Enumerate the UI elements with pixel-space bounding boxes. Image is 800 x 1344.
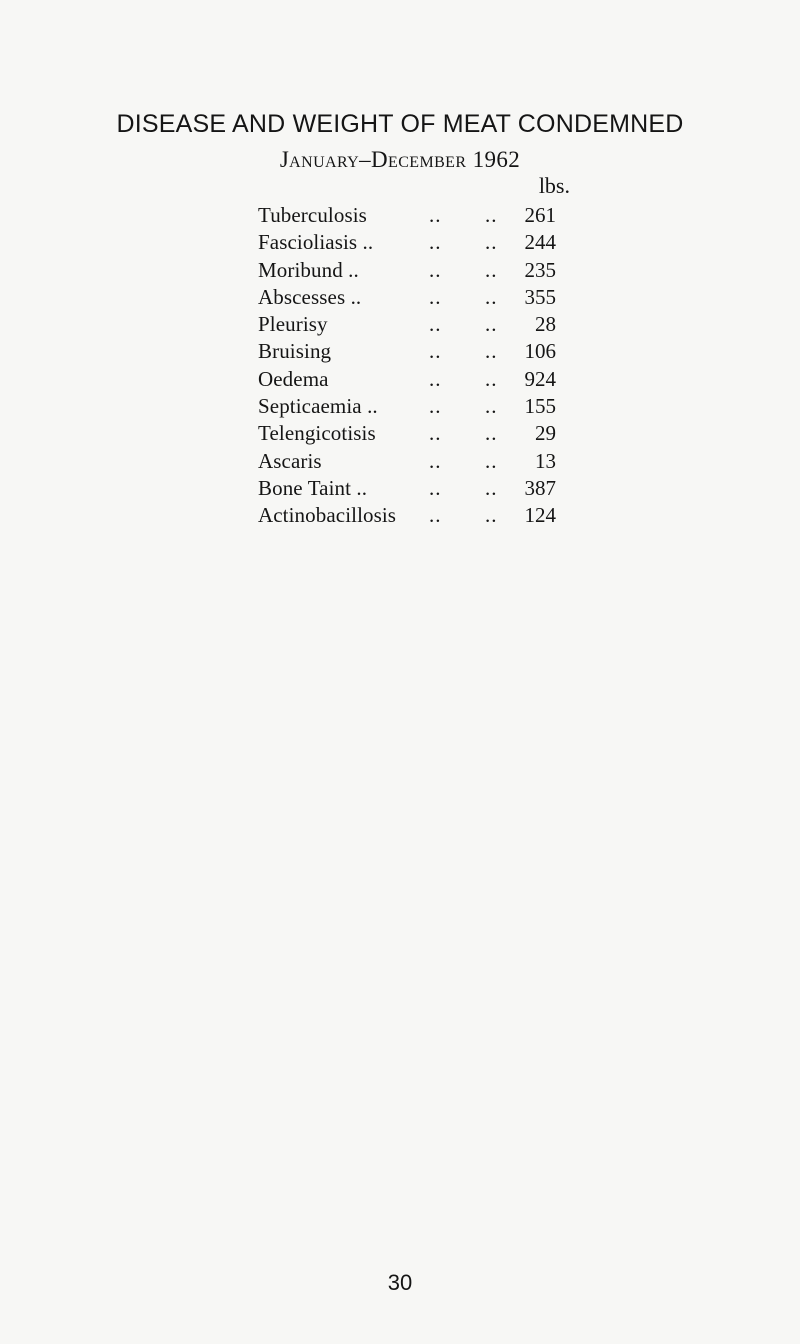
leader-dots: .. [485,257,498,282]
leader-dots: .. [485,312,498,337]
leader-dots: .. [429,230,442,255]
leader-dots: .. [429,475,442,500]
weight-value: 235 [524,257,556,282]
condemned-meat-table [258,202,571,530]
leader-dots: .. [485,339,498,364]
leader-dots: .. [429,394,442,419]
leader-dots: .. [485,366,498,391]
leader-dots: .. [429,503,442,528]
leader-dots: .. [485,421,498,446]
table-row [258,420,571,447]
disease-name: Telengicotisis [258,421,376,446]
weight-value: 124 [524,503,556,528]
weight-unit-header: lbs. [538,173,570,198]
disease-name: Tuberculosis [258,203,367,227]
disease-name: Moribund .. [258,257,359,282]
table-row [258,448,571,475]
leader-dots: .. [429,366,442,391]
table-row [258,284,571,311]
leader-dots: .. [485,448,498,473]
table-row [258,257,571,284]
table-row [258,393,571,420]
disease-name: Septicaemia .. [258,394,378,419]
leader-dots: .. [429,257,442,282]
leader-dots: .. [485,230,498,255]
weight-value: 355 [524,284,556,309]
disease-name: Oedema [258,366,329,391]
disease-name: Actinobacillosis [258,503,397,528]
weight-value: 106 [524,339,556,364]
page-title: DISEASE AND WEIGHT OF MEAT CONDEMNED [116,110,684,138]
leader-dots: .. [429,421,442,446]
weight-value: 261 [524,203,556,227]
table-row [258,338,571,365]
weight-value: 924 [524,366,556,391]
table-row [258,366,571,393]
leader-dots: .. [485,284,498,309]
disease-name: Pleurisy [258,312,328,337]
leader-dots: .. [485,475,498,500]
disease-name: Bone Taint .. [258,475,368,500]
leader-dots: .. [429,339,442,364]
weight-value: 155 [524,394,556,419]
disease-name: Ascaris [258,448,322,473]
leader-dots: .. [429,448,442,473]
leader-dots: .. [485,394,498,419]
disease-name: Fascioliasis .. [258,230,374,255]
table-row [258,475,571,502]
table-row [258,502,571,529]
weight-value: 28 [535,312,556,337]
weight-value: 13 [535,448,556,473]
weight-value: 244 [524,230,556,255]
table-row [258,202,571,229]
page-number: 30 [387,1270,413,1295]
leader-dots: .. [429,203,442,227]
table-row [258,229,571,256]
leader-dots: .. [485,503,498,528]
leader-dots: .. [485,203,498,227]
disease-name: Abscesses .. [258,284,362,309]
weight-value: 387 [524,475,556,500]
leader-dots: .. [429,284,442,309]
weight-value: 29 [535,421,556,446]
leader-dots: .. [429,312,442,337]
table-row [258,311,571,338]
date-range-subtitle: January–December 1962 [279,147,521,172]
disease-name: Bruising [258,339,332,364]
